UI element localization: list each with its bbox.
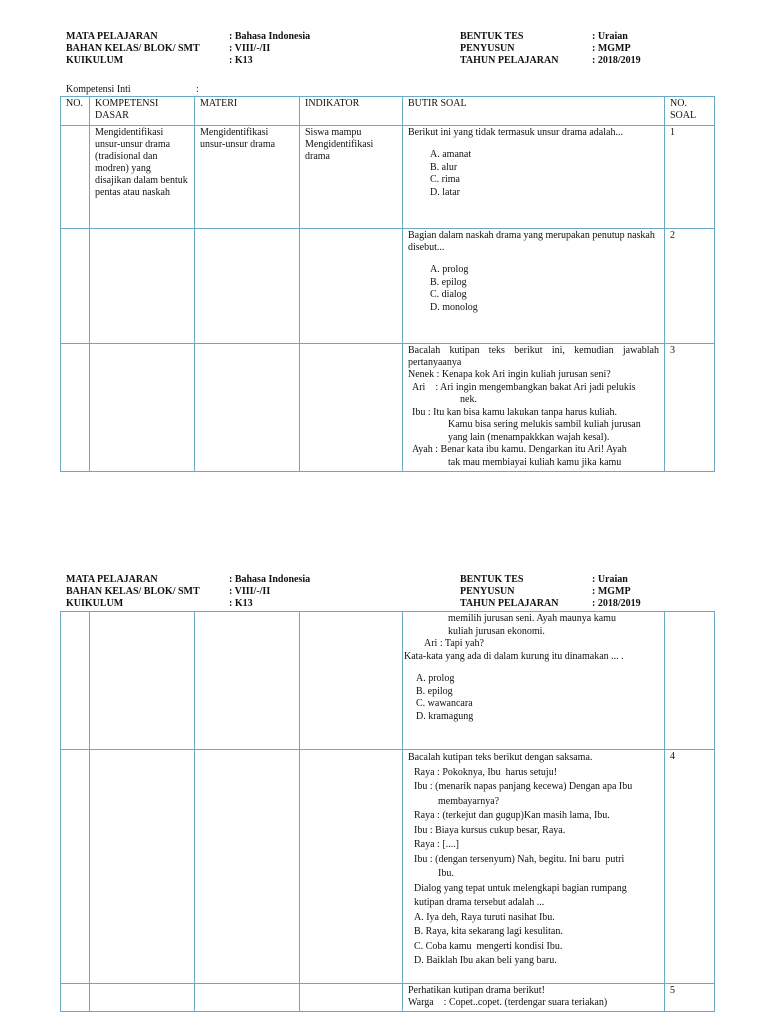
dialog-line: Ibu : Itu kan bisa kamu lakukan tanpa harus kuliah. xyxy=(412,406,617,418)
question-3-stem: Bacalah kutipan teks berikut ini, kemudian jawablah pertanyaanya xyxy=(408,345,659,368)
value-tahun: : 2018/2019 xyxy=(592,598,641,609)
question-4-stem: Bacalah kutipan teks berikut dengan saksama. xyxy=(408,752,593,763)
empty-cell xyxy=(90,612,195,750)
option: D. Baiklah Ibu akan beli yang baru. xyxy=(414,955,557,966)
dialog-line: Dialog yang tepat untuk melengkapi bagian rumpang xyxy=(414,882,627,894)
indikator-cell: Siswa mampu Mengidentifikasi drama xyxy=(300,126,403,229)
dialog-line: Raya : [....] xyxy=(414,839,459,850)
kompetensi-inti-colon: : xyxy=(196,84,199,95)
option: B. Raya, kita sekarang lagi kesulitan. xyxy=(414,926,563,937)
dialog-line: Ayah : Benar kata ibu kamu. Dengarkan itu Ari! Ayah xyxy=(412,444,627,455)
question-3-options xyxy=(408,673,659,723)
empty-cell xyxy=(90,984,195,1012)
doc-header xyxy=(66,574,686,610)
label-penyusun: PENYUSUN xyxy=(460,586,515,597)
label-tahun: TAHUN PELAJARAN xyxy=(460,598,559,609)
empty-cell xyxy=(665,612,715,750)
value-mata-pelajaran: : Bahasa Indonesia xyxy=(229,31,311,42)
value-mata-pelajaran: : Bahasa Indonesia xyxy=(229,574,311,585)
question-4 xyxy=(403,750,665,984)
question-1-number: 1 xyxy=(665,126,715,229)
label-bahan: BAHAN KELAS/ BLOK/ SMT xyxy=(66,43,200,54)
col-indikator: INDIKATOR xyxy=(300,97,403,126)
question-3-number: 3 xyxy=(665,344,715,472)
option: D. latar xyxy=(430,186,460,198)
dialog-line: Ibu. xyxy=(438,868,454,879)
table-row xyxy=(61,750,715,984)
empty-cell xyxy=(300,750,403,984)
label-mata-pelajaran: MATA PELAJARAN xyxy=(66,31,158,42)
question-5-number: 5 xyxy=(665,984,715,1012)
dialog-line: membayarnya? xyxy=(438,795,500,807)
question-3-continued xyxy=(403,612,665,750)
option: A. prolog xyxy=(416,673,455,684)
empty-cell xyxy=(90,750,195,984)
value-penyusun: : MGMP xyxy=(592,586,631,597)
value-tahun: : 2018/2019 xyxy=(592,55,641,66)
question-2-number: 2 xyxy=(665,229,715,344)
label-kurikulum: KUIKULUM xyxy=(66,598,124,609)
option: B. epilog xyxy=(416,685,453,697)
col-butir-soal: BUTIR SOAL xyxy=(403,97,665,126)
question-1-stem: Berikut ini yang tidak termasuk unsur drama adalah... xyxy=(408,127,623,138)
label-bahan: BAHAN KELAS/ BLOK/ SMT xyxy=(66,586,200,597)
col-kompetensi-dasar: KOMPETENSI DASAR xyxy=(90,97,195,126)
option: D. kramagung xyxy=(416,710,474,722)
question-5 xyxy=(403,984,665,1012)
dialog-line: Raya : (terkejut dan gugup)Kan masih lama, Ibu. xyxy=(414,810,610,821)
label-bentuk-tes: BENTUK TES xyxy=(460,574,524,585)
table-row xyxy=(61,984,715,1012)
option: A. Iya deh, Raya turuti nasihat Ibu. xyxy=(414,911,555,923)
dialog-line: Ibu : (menarik napas panjang kecewa) Dengan apa Ibu xyxy=(414,781,633,792)
empty-cell xyxy=(300,984,403,1012)
dialog-line: Ibu : (dengan tersenyum) Nah, begitu. Ini baru putri xyxy=(414,853,625,865)
dialog-line: Nenek : Kenapa kok Ari ingin kuliah jurusan seni? xyxy=(408,369,611,380)
dialog-line: Kamu bisa sering melukis sambil kuliah jurusan xyxy=(448,419,641,430)
question-3-prompt: Kata-kata yang ada di dalam kurung itu dinamakan ... . xyxy=(404,650,624,662)
dialog-line: nek. xyxy=(460,394,477,405)
label-kurikulum: KUIKULUM xyxy=(66,55,124,66)
value-bentuk-tes: : Uraian xyxy=(592,574,628,585)
label-bentuk-tes: BENTUK TES xyxy=(460,31,524,42)
dialog-line: Ari : Ari ingin mengembangkan bakat Ari jadi pelukis xyxy=(412,381,636,393)
option: C. dialog xyxy=(430,289,467,300)
dialog-line: yang lain (menampakkkan wajah kesal). xyxy=(448,431,610,443)
option: B. alur xyxy=(430,161,458,173)
label-mata-pelajaran: MATA PELAJARAN xyxy=(66,574,158,585)
question-2-stem: Bagian dalam naskah drama yang merupakan penutup naskah disebut... xyxy=(408,230,655,253)
dialog-line: kutipan drama tersebut adalah ... xyxy=(414,897,545,908)
dialog-line: Ari : Tapi yah? xyxy=(424,638,484,649)
option: A. amanat xyxy=(430,149,472,160)
empty-cell xyxy=(61,984,90,1012)
dialog-line: tak mau membiayai kuliah kamu jika kamu xyxy=(448,456,622,468)
empty-cell xyxy=(300,612,403,750)
question-5-stem: Perhatikan kutipan drama berikut! xyxy=(408,985,545,996)
option: B. epilog xyxy=(430,276,467,288)
value-penyusun: : MGMP xyxy=(592,43,631,54)
materi-cell: Mengidentifikasi unsur-unsur drama xyxy=(195,126,300,229)
label-tahun: TAHUN PELAJARAN xyxy=(460,55,559,66)
empty-cell xyxy=(195,984,300,1012)
value-bahan: : VIII/-/II xyxy=(229,586,271,597)
table-row xyxy=(61,612,715,750)
value-bahan: : VIII/-/II xyxy=(229,43,271,54)
empty-cell xyxy=(61,612,90,750)
col-no-soal: NO. SOAL xyxy=(665,97,715,126)
col-materi: MATERI xyxy=(195,97,300,126)
dialog-line: Raya : Pokoknya, Ibu harus setuju! xyxy=(414,766,558,778)
dialog-line: memilih jurusan seni. Ayah maunya kamu xyxy=(448,613,616,624)
dialog-line: kuliah jurusan ekonomi. xyxy=(448,625,545,637)
dialog-line: Warga : Copet..copet. (terdengar suara teriakan) xyxy=(408,997,608,1008)
option: C. rima xyxy=(430,174,460,185)
option: C. Coba kamu mengerti kondisi Ibu. xyxy=(414,940,563,952)
kompetensi-inti-label: Kompetensi Inti xyxy=(66,84,131,95)
question-table-continued xyxy=(60,611,715,1012)
value-bentuk-tes: : Uraian xyxy=(592,31,628,42)
empty-cell xyxy=(61,750,90,984)
label-penyusun: PENYUSUN xyxy=(460,43,515,54)
col-no: NO. xyxy=(61,97,90,126)
value-kurikulum: : K13 xyxy=(229,598,253,609)
kd-cell: Mengidentifikasi unsur-unsur drama (tradisional dan modren) yang disajikan dalam bentuk pentas atau naskah xyxy=(90,126,195,229)
option: A. prolog xyxy=(430,264,469,275)
option: C. wawancara xyxy=(416,698,473,709)
question-4-number: 4 xyxy=(665,750,715,984)
dialog-line: Ibu : Biaya kursus cukup besar, Raya. xyxy=(414,824,566,836)
option: D. monolog xyxy=(430,301,478,313)
value-kurikulum: : K13 xyxy=(229,55,253,66)
empty-cell xyxy=(195,750,300,984)
empty-cell xyxy=(195,612,300,750)
